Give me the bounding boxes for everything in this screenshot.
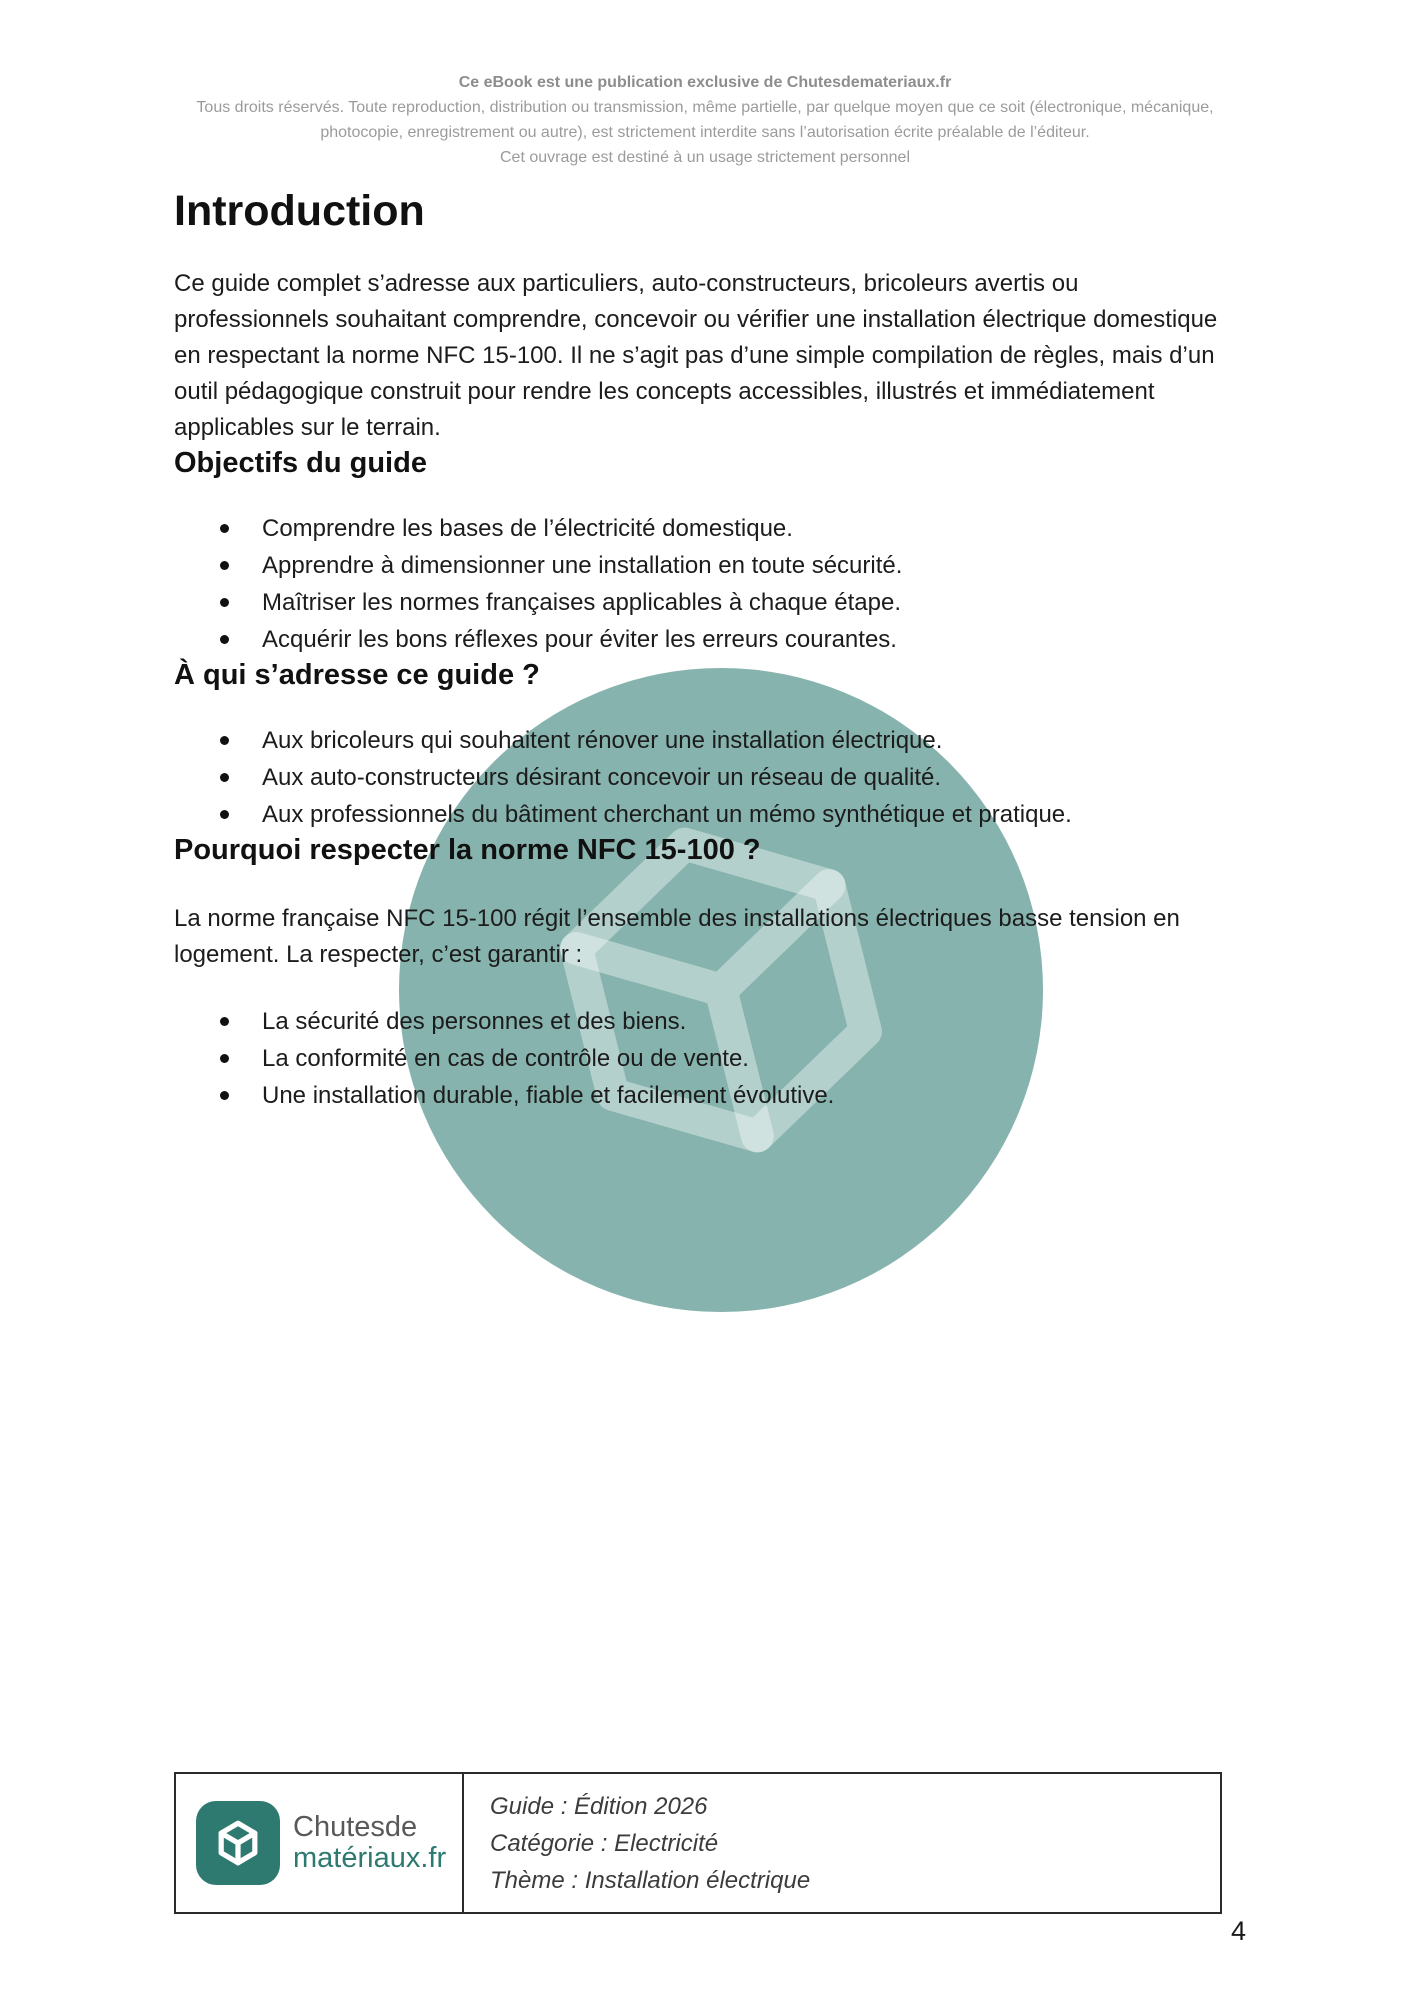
footer-meta-categorie: Catégorie : Electricité [490,1829,719,1857]
list-item: Comprendre les bases de l’électricité domestique. [262,510,1236,547]
list-item: Aux bricoleurs qui souhaitent rénover une installation électrique. [262,722,1236,759]
list-item: Apprendre à dimensionner une installation en toute sécurité. [262,547,1236,584]
footer-meta-edition: Guide : Édition 2026 [490,1792,708,1820]
list-item: Acquérir les bons réflexes pour éviter les erreurs courantes. [262,621,1236,658]
list-item: La conformité en cas de contrôle ou de vente. [262,1040,1236,1077]
list-item: Aux auto-constructeurs désirant concevoir un réseau de qualité. [262,759,1236,796]
bullet-list-objectifs [174,510,1236,658]
section-heading-audience: À qui s’adresse ce guide ? [174,659,540,691]
disclaimer-line-2: Tous droits réservés. Toute reproduction, distribution ou transmission, même partielle, par quelque moyen que ce soit (électronique, mécanique, [196,99,1214,116]
footer-meta-theme: Thème : Installation électrique [490,1866,811,1894]
page-title: Introduction [174,187,425,235]
cube-logo-icon [209,1814,267,1872]
brand-logo [176,1774,464,1912]
list-item: La sécurité des personnes et des biens. [262,1003,1236,1040]
brand-name [293,1812,446,1874]
list-item: Maîtriser les normes françaises applicables à chaque étape. [262,584,1236,621]
footer [174,1772,1222,1914]
copyright-header [150,0,1260,170]
section-heading-norme: Pourquoi respecter la norme NFC 15-100 ? [174,834,761,866]
footer-meta [464,1774,1220,1912]
bullet-list-audience [174,722,1236,833]
intro-paragraph: Ce guide complet s’adresse aux particuliers, auto-constructeurs, bricoleurs avertis ou professionnels souhaitant comprendre, concevoir ou vérifier une installation électrique domestique en respectant la norme NFC 15-100. Il ne s’agit pas d’une simple compilation de règles, mais d’un outil pédagogique construit pour rendre les concepts accessibles, illustrés et immédiatement applicables sur le terrain. [174,270,1218,441]
disclaimer-line-3: photocopie, enregistrement ou autre), est strictement interdite sans l’autorisation écrite préalable de l’éditeur. [320,124,1090,141]
section-heading-objectifs: Objectifs du guide [174,447,427,479]
disclaimer-line-1: Ce eBook est une publication exclusive de Chutesdemateriaux.fr [458,74,952,91]
brand-name-line-2: matériaux.fr [293,1842,447,1874]
norme-paragraph: La norme française NFC 15-100 régit l’ensemble des installations électriques basse tension en logement. La respecter, c’est garantir : [174,905,1180,968]
page-number: 4 [1230,1916,1246,1946]
list-item: Aux professionnels du bâtiment cherchant un mémo synthétique et pratique. [262,796,1236,833]
disclaimer-line-4: Cet ouvrage est destiné à un usage strictement personnel [499,149,911,166]
brand-cube-icon [196,1801,280,1885]
bullet-list-norme [174,1003,1236,1114]
list-item: Une installation durable, fiable et facilement évolutive. [262,1077,1236,1114]
brand-name-line-1: Chutesde [293,1811,418,1843]
